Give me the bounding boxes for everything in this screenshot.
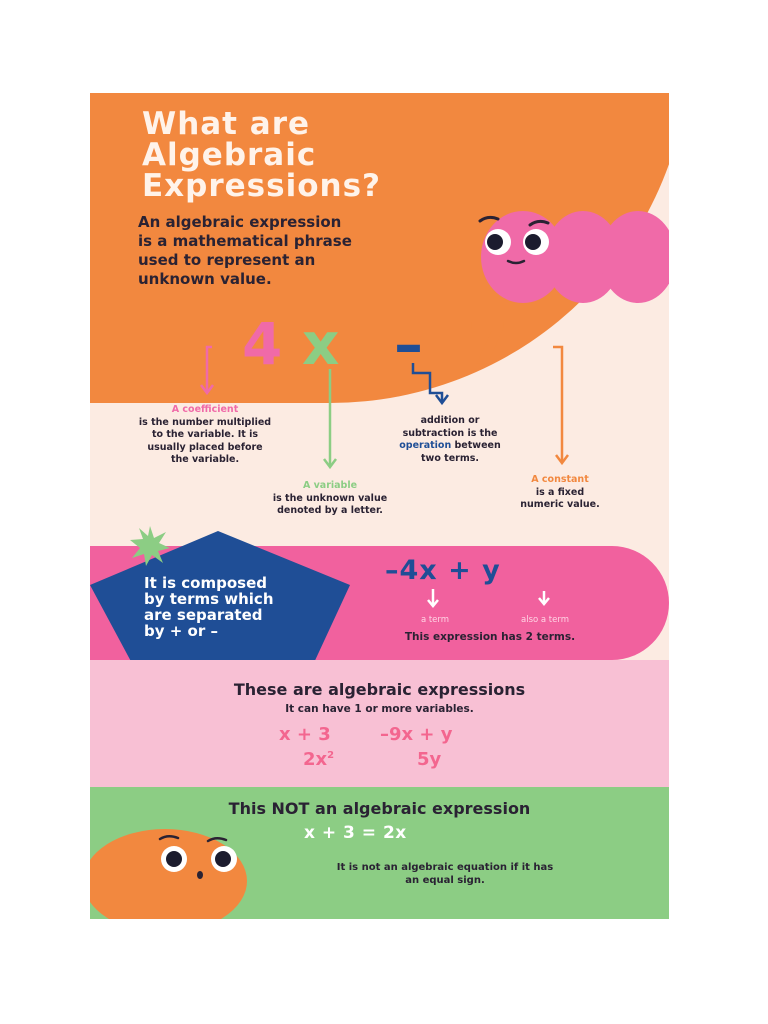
not-heading: This NOT an algebraic expression: [228, 799, 531, 818]
intro-line: unknown value.: [138, 270, 272, 288]
coefficient-desc-line: usually placed before: [147, 441, 263, 453]
operation-desc-after: between: [451, 440, 501, 451]
orange-blob-mascot-illustration: [90, 829, 250, 919]
operation-desc-line: [360, 440, 540, 453]
variable-name: A variable: [302, 480, 358, 491]
intro-text: [138, 213, 438, 289]
title-line: Algebraic: [142, 137, 317, 173]
variable-label: [240, 480, 420, 518]
coefficient-name: A coefficient: [171, 404, 239, 415]
terms-expression: –4x + y: [385, 555, 501, 586]
operation-desc-line: two terms.: [421, 452, 479, 464]
operation-desc-line: addition or: [420, 415, 480, 426]
terms-note: This expression has 2 terms.: [404, 631, 576, 643]
not-note-line: an equal sign.: [405, 875, 485, 886]
constant-digit: 7: [468, 310, 509, 378]
example-expression: –9x + y: [380, 724, 453, 745]
title-line: Expressions?: [142, 168, 382, 204]
example-expression: 5y: [417, 749, 442, 770]
examples-heading: These are algebraic expressions: [233, 680, 526, 699]
coefficient-label: [110, 404, 300, 467]
variable-desc-line: denoted by a letter.: [277, 505, 383, 516]
intro-line: An algebraic expression: [138, 213, 342, 231]
term1-label: a term: [420, 615, 450, 625]
pentagon-line: are separated: [144, 606, 263, 624]
green-star-burst-icon: [128, 524, 172, 568]
term2-label: also a term: [521, 615, 569, 625]
not-note-line: It is not an algebraic equation if it has: [336, 862, 554, 873]
operation-desc-line: subtraction is the: [402, 427, 498, 439]
not-note: [280, 861, 610, 887]
constant-name: A constant: [531, 474, 589, 485]
term-arrows: [425, 587, 555, 611]
coefficient-desc-line: to the variable. It is: [151, 429, 259, 440]
operation-highlight: operation: [399, 440, 452, 451]
intro-line: is a mathematical phrase: [138, 232, 352, 250]
not-equation: x + 3 = 2x: [304, 823, 407, 843]
coefficient-digit: 4: [242, 310, 283, 378]
infographic-poster: [90, 93, 669, 919]
page-title: [142, 106, 522, 204]
constant-desc-line: is a fixed: [535, 486, 585, 498]
constant-desc-line: numeric value.: [520, 499, 600, 510]
operator-sign: –: [394, 310, 423, 378]
coefficient-desc-line: the variable.: [170, 454, 240, 465]
example-expression: x + 3: [279, 724, 331, 745]
pentagon-line: by terms which: [144, 590, 274, 608]
pentagon-line: by + or –: [144, 622, 218, 640]
pentagon-line: It is composed: [144, 574, 267, 592]
variable-desc-line: is the unknown value: [272, 492, 388, 504]
operation-label: [360, 415, 540, 465]
variable-letter: x: [302, 310, 340, 378]
coefficient-desc-line: is the number multiplied: [138, 416, 272, 428]
pentagon-text: [144, 575, 334, 639]
title-line: What are: [142, 106, 311, 142]
constant-label: [490, 474, 630, 512]
examples-subheading: It can have 1 or more variables.: [285, 703, 474, 715]
example-base: 2x: [303, 749, 328, 770]
intro-line: used to represent an: [138, 251, 316, 269]
pink-blob-mascot-illustration: [478, 205, 669, 305]
example-expression: [303, 749, 334, 770]
example-exponent: 2: [327, 750, 335, 761]
